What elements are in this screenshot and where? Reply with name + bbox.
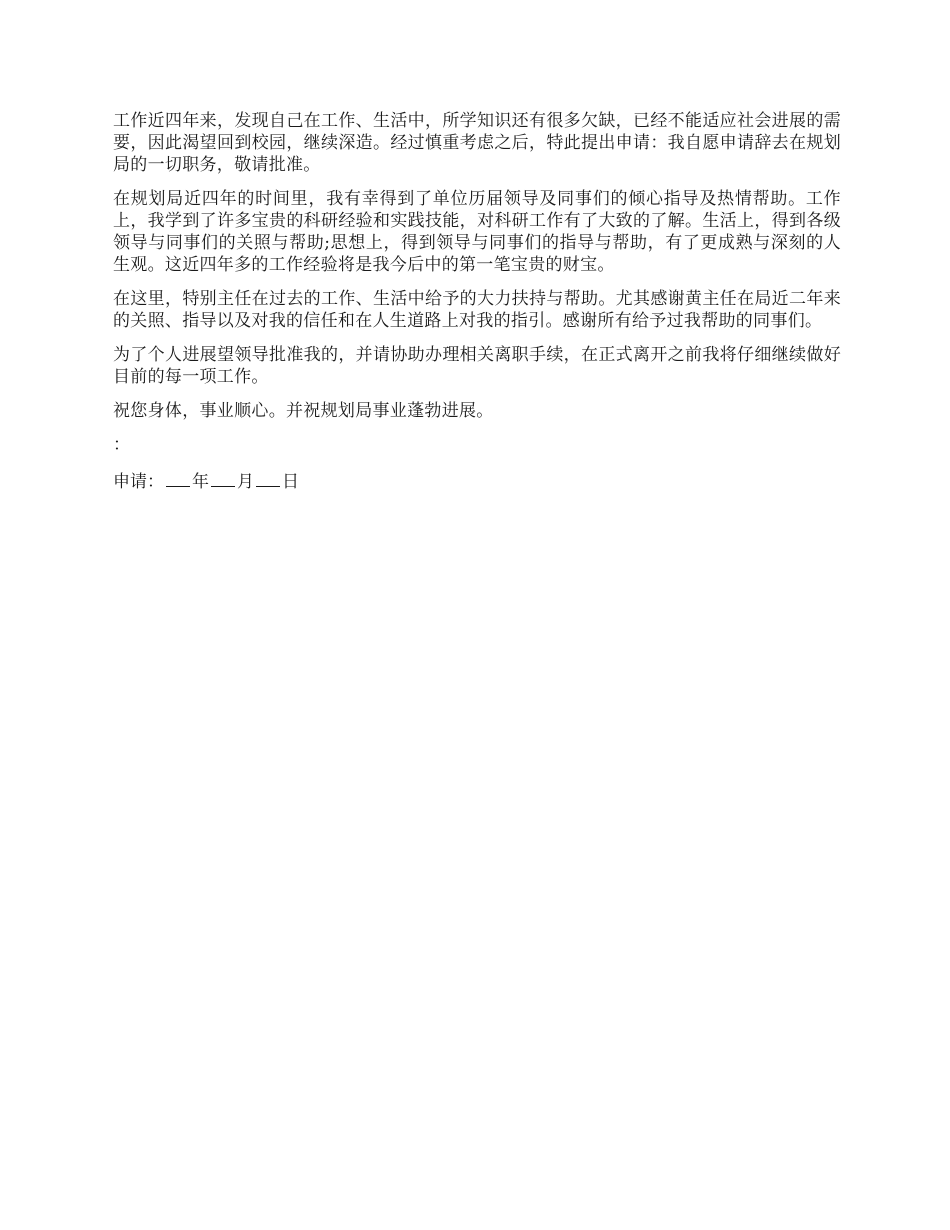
signature-label: 申请： <box>113 472 164 492</box>
paragraph-wishes: 祝您身体，事业顺心。并祝规划局事业蓬勃进展。 <box>113 401 494 421</box>
signature-line <box>113 470 841 493</box>
day-label: 日 <box>282 472 299 492</box>
paragraph-request: 为了个人进展望领导批准我的，并请协助办理相关离职手续，在正式离开之前我将仔细继续做好目前的每一项工作。 <box>113 345 841 387</box>
month-label: 月 <box>237 472 254 492</box>
document-page <box>113 110 841 493</box>
paragraph-thanks: 在这里，特别主任在过去的工作、生活中给予的大力扶持与帮助。尤其感谢黄主任在局近二年来的关照、指导以及对我的信任和在人生道路上对我的指引。感谢所有给予过我帮助的同事们。 <box>113 289 841 331</box>
day-blank <box>256 470 280 487</box>
addressee-colon: ： <box>113 435 130 455</box>
paragraph-experience: 在规划局近四年的时间里，我有幸得到了单位历届领导及同事们的倾心指导及热情帮助。工作上，我学到了许多宝贵的科研经验和实践技能，对科研工作有了大致的了解。生活上，得到各级领导与同事们的关照与帮助;思想上，得到领导与同事们的指导与帮助，有了更成熟与深刻的人生观。这近四年多的工作经验将是我今后中的第一笔宝贵的财宝。 <box>113 189 841 275</box>
paragraph-reason: 工作近四年来，发现自己在工作、生活中，所学知识还有很多欠缺，已经不能适应社会进展的需要，因此渴望回到校园，继续深造。经过慎重考虑之后，特此提出申请：我自愿申请辞去在规划局的一切职务，敬请批准。 <box>113 111 841 175</box>
year-label: 年 <box>192 472 209 492</box>
year-blank <box>166 470 190 487</box>
month-blank <box>211 470 235 487</box>
